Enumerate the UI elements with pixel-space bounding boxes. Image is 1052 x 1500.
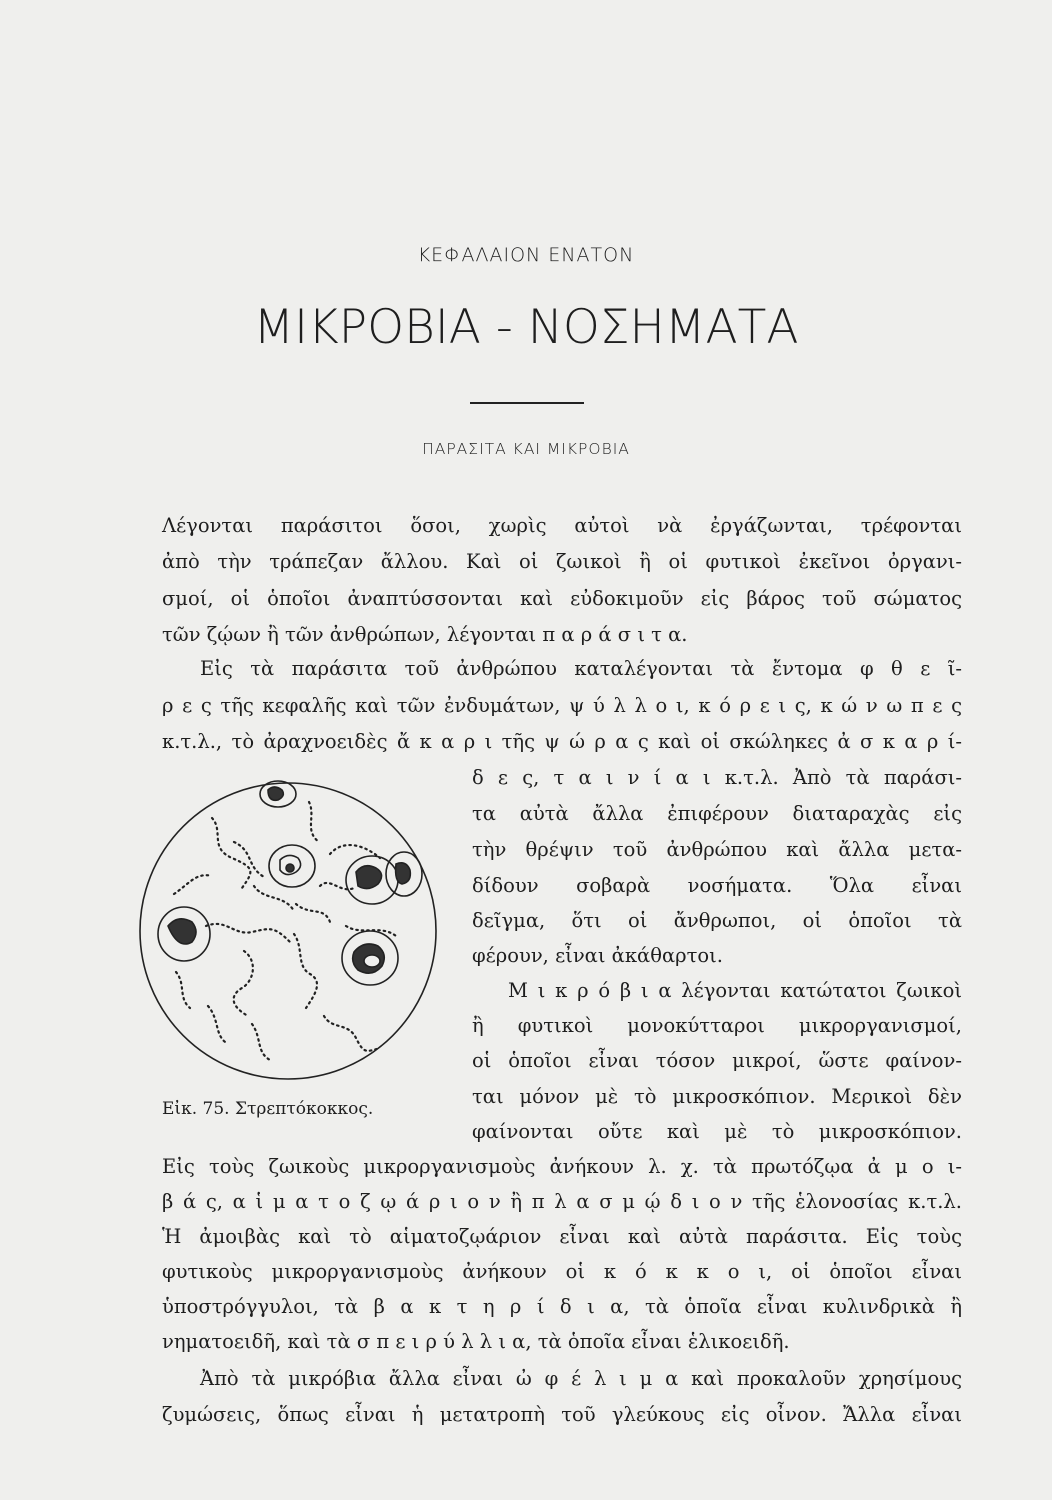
text-line: φυτικοὺς μικροργανισμοὺς ἀνήκουν οἱ κ ό κ κ ο ι, οἱ ὁποῖοι εἶναι (162, 1260, 962, 1283)
text-line: β ά ς, α ἱ μ α τ ο ζ ῳ ά ρ ι ο ν ἢ π λ α σ μ ῴ δ ι ο ν τῆς ἑλονοσίας κ.τ.λ. (162, 1190, 962, 1213)
text-line: Εἰς τοὺς ζωικοὺς μικροργανισμοὺς ἀνήκουν λ. χ. τὰ πρωτόζῳα ἀ μ ο ι- (162, 1155, 962, 1178)
section-heading: ΠΑΡΑΣΙΤΑ ΚΑΙ ΜΙΚΡΟΒΙΑ (422, 440, 630, 458)
figure-caption: Εἰκ. 75. Στρεπτόκοκκος. (162, 1099, 374, 1119)
text-line: Ἀπὸ τὰ μικρόβια ἄλλα εἶναι ὠ φ έ λ ι μ α καὶ προκαλοῦν χρησίμους (200, 1367, 962, 1390)
text-line: Λέγονται παράσιτοι ὅσοι, χωρὶς αὐτοὶ νὰ ἐργάζωνται, τρέφονται (162, 514, 962, 537)
text-line: δ ε ς, τ α ι ν ί α ι κ.τ.λ. Ἀπὸ τὰ παράσι- (472, 766, 962, 789)
text-line: ρ ε ς τῆς κεφαλῆς καὶ τῶν ἐνδυμάτων, ψ ύ λ λ ο ι, κ ό ρ ε ι ς, κ ώ ν ω π ε ς (162, 694, 962, 717)
chapter-label: ΚΕΦΑΛΑΙΟΝ ΕΝΑΤΟΝ (417, 244, 635, 266)
streptococcus-illustration (134, 776, 442, 1086)
text-line: φέρουν, εἶναι ἀκάθαρτοι. (472, 944, 723, 967)
text-line: Ἡ ἀμοιβὰς καὶ τὸ αἱματοζῳάριον εἶναι καὶ αὐτὰ παράσιτα. Εἰς τοὺς (162, 1225, 962, 1248)
chapter-title: ΜΙΚΡΟΒΙΑ - ΝΟΣΗΜΑΤΑ (253, 300, 799, 355)
text-line: τῶν ζῴων ἢ τῶν ἀνθρώπων, λέγονται π α ρ ά σ ι τ α. (162, 623, 688, 646)
text-line: σμοί, οἱ ὁποῖοι ἀναπτύσσονται καὶ εὐδοκιμοῦν εἰς βάρος τοῦ σώματος (162, 587, 962, 610)
text-line: ται μόνον μὲ τὸ μικροσκόπιον. Μερικοὶ δὲν (472, 1085, 962, 1108)
text-line: οἱ ὁποῖοι εἶναι τόσον μικροί, ὥστε φαίνον- (472, 1049, 962, 1072)
text-line: ἀπὸ τὴν τράπεζαν ἄλλου. Καὶ οἱ ζωικοὶ ἢ οἱ φυτικοὶ ἐκεῖνοι ὀργανι- (162, 550, 962, 573)
text-line: ἢ φυτικοὶ μονοκύτταροι μικροργανισμοί, (472, 1014, 962, 1037)
text-line: ζυμώσεις, ὅπως εἶναι ἡ μετατροπὴ τοῦ γλεύκους εἰς οἶνον. Ἄλλα εἶναι (162, 1403, 962, 1426)
text-line: τα αὐτὰ ἄλλα ἐπιφέρουν διαταραχὰς εἰς (472, 802, 962, 825)
text-line: φαίνονται οὔτε καὶ μὲ τὸ μικροσκόπιον. (472, 1120, 962, 1143)
text-line: δεῖγμα, ὅτι οἱ ἄνθρωποι, οἱ ὁποῖοι τὰ (472, 909, 962, 932)
title-divider (470, 402, 584, 404)
text-line: Εἰς τὰ παράσιτα τοῦ ἀνθρώπου καταλέγονται τὰ ἔντομα φ θ ε ῖ- (200, 657, 962, 680)
text-line: Μ ι κ ρ ό β ι α λέγονται κατώτατοι ζωικοὶ (508, 979, 962, 1002)
text-line: κ.τ.λ., τὸ ἀραχνοειδὲς ἄ κ α ρ ι τῆς ψ ώ ρ α ς καὶ οἱ σκώληκες ἀ σ κ α ρ ί- (162, 730, 962, 753)
text-line: νηματοειδῆ, καὶ τὰ σ π ε ι ρ ύ λ λ ι α, τὰ ὁποῖα εἶναι ἑλικοειδῆ. (162, 1330, 790, 1353)
text-line: ὑποστρόγγυλοι, τὰ β α κ τ η ρ ί δ ι α, τὰ ὁποῖα εἶναι κυλινδρικὰ ἢ (162, 1295, 962, 1318)
text-line: δίδουν σοβαρὰ νοσήματα. Ὅλα εἶναι (472, 874, 962, 897)
text-line: τὴν θρέψιν τοῦ ἀνθρώπου καὶ ἄλλα μετα- (472, 838, 962, 861)
